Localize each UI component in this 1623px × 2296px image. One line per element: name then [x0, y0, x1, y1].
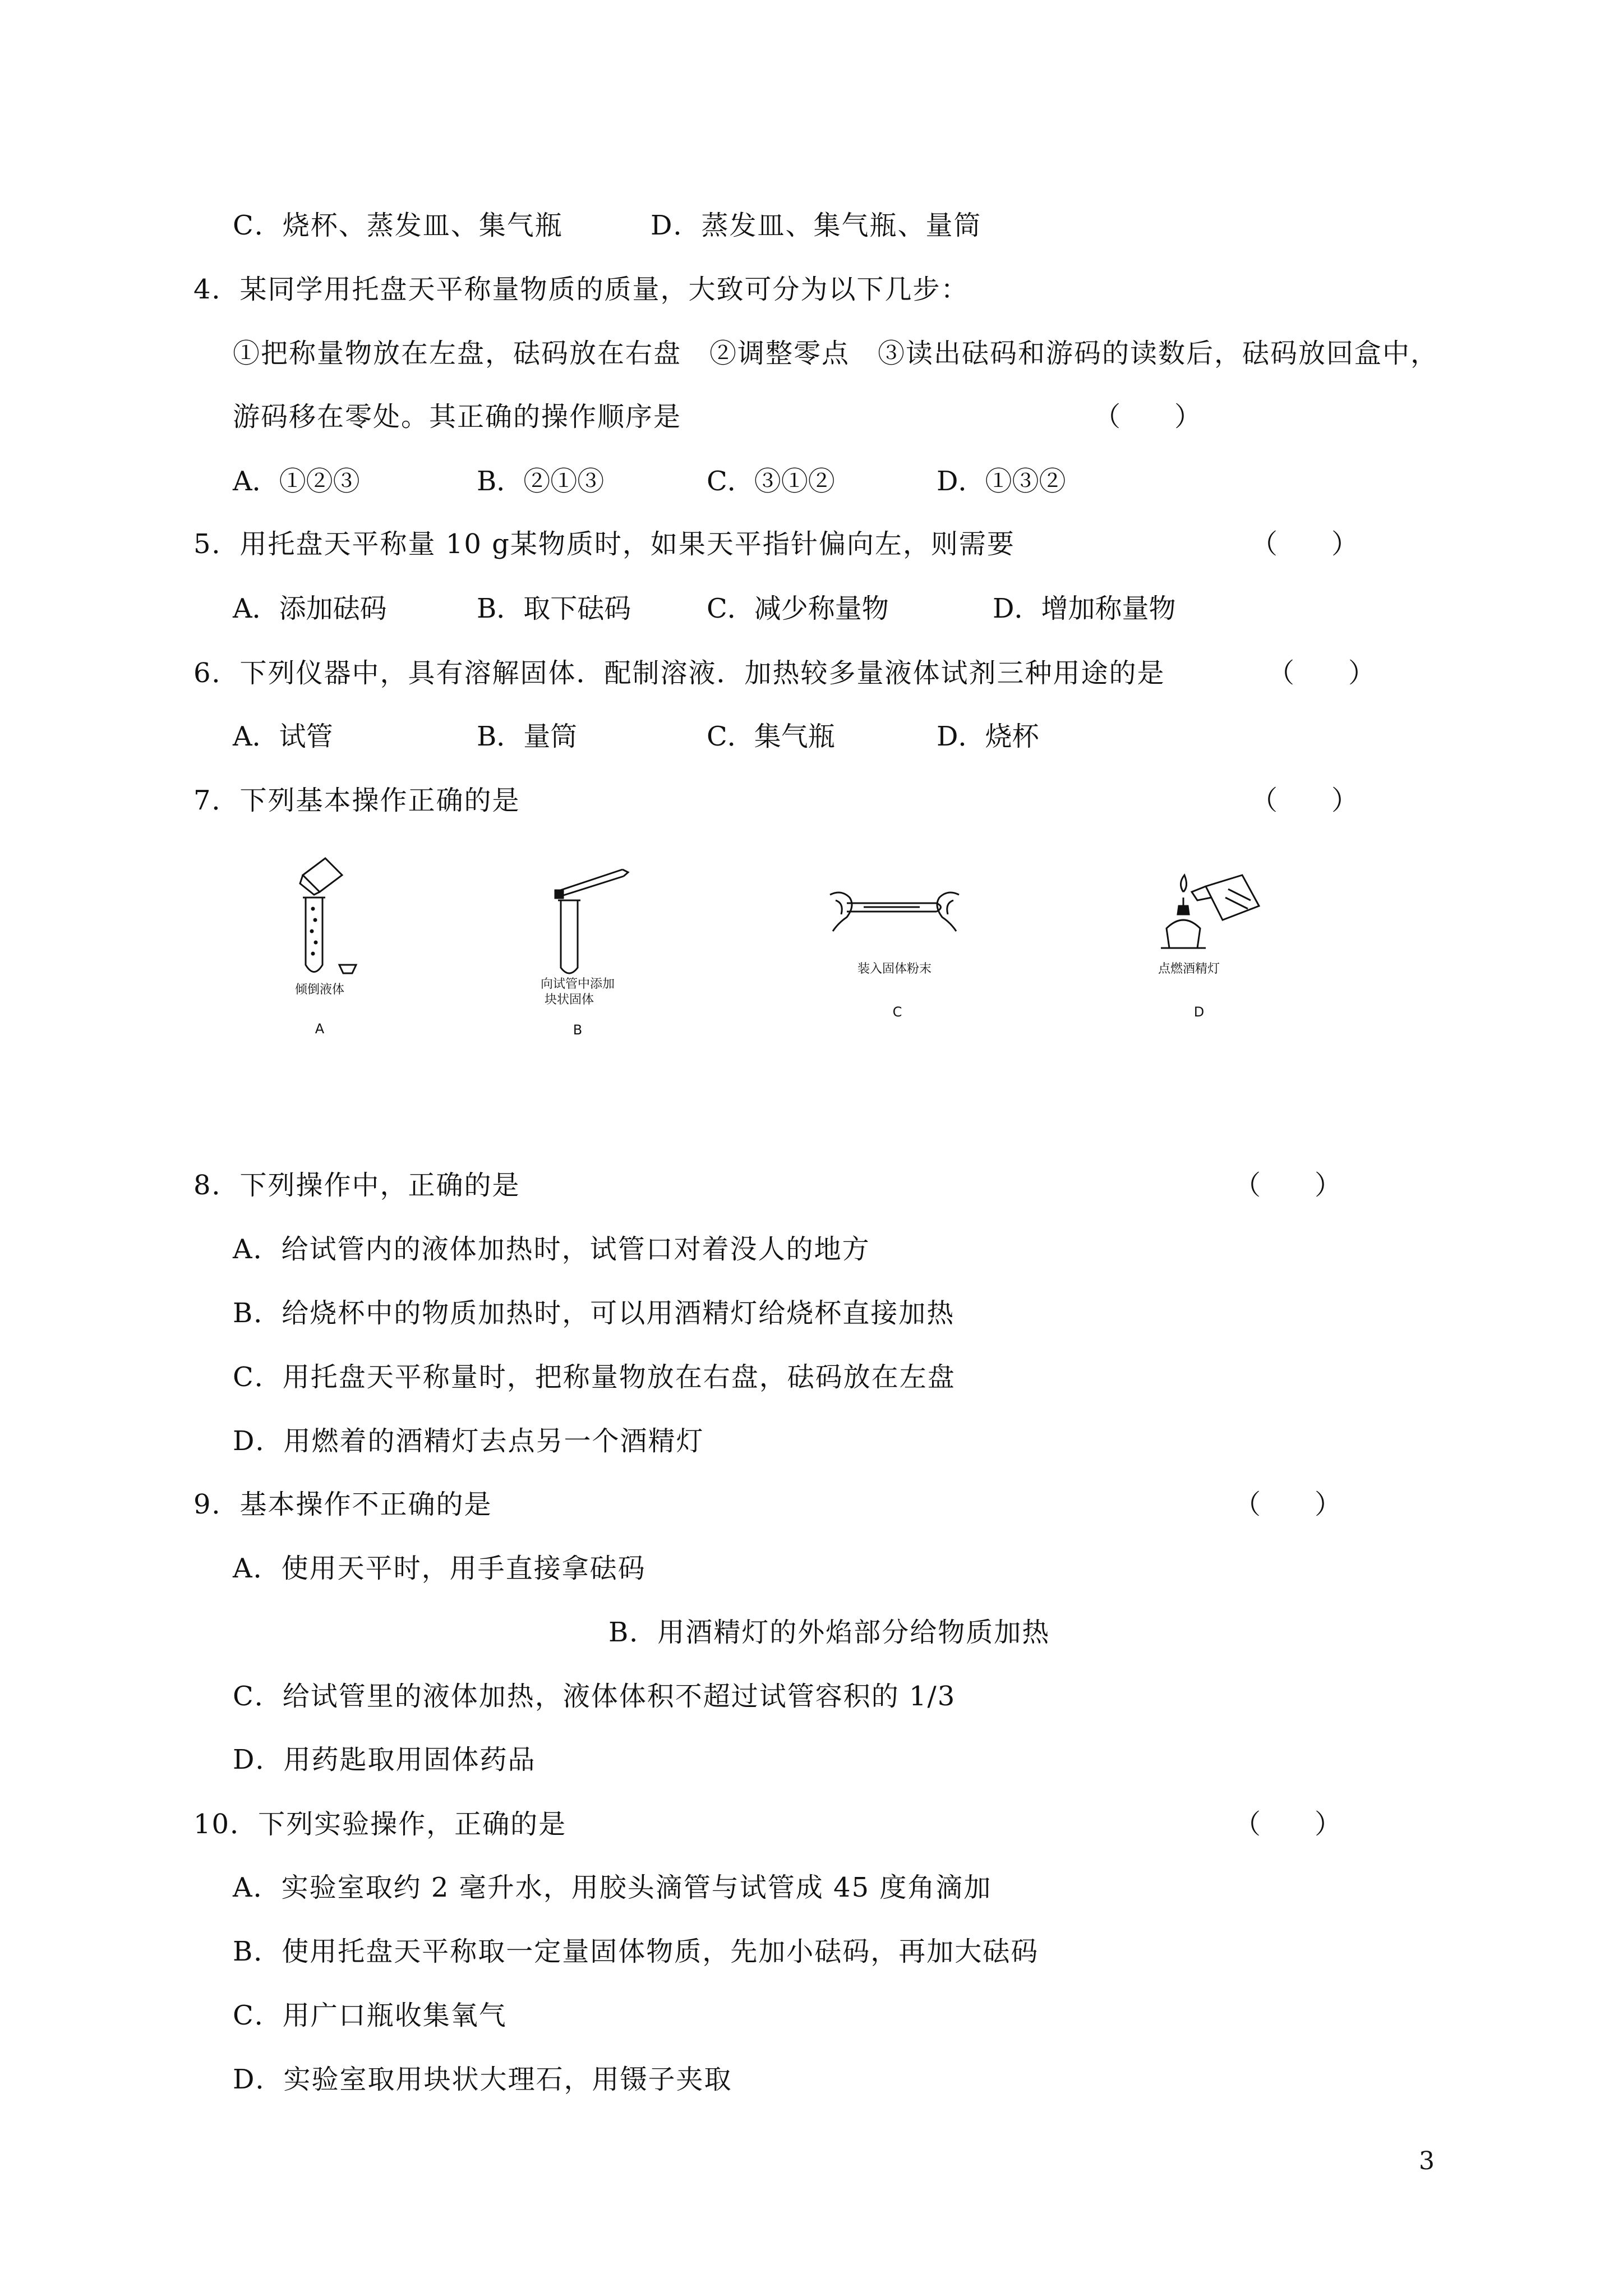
q3-option-c: C．烧杯、蒸发皿、集气瓶 [233, 210, 563, 241]
figure-c-loading-powder [824, 878, 965, 945]
figure-a-caption: 倾倒液体 [294, 983, 344, 997]
q10-option-d: D．实验室取用块状大理石，用镊子夹取 [233, 2064, 732, 2095]
figure-b-letter: B [573, 1022, 583, 1038]
figure-b-caption-line1: 向试管中添加 [540, 977, 615, 991]
q8-option-a: A．给试管内的液体加热时，试管口对着没人的地方 [233, 1234, 870, 1265]
q3-option-d: D．蒸发皿、集气瓶、量筒 [651, 210, 982, 241]
figure-a-pouring-liquid [280, 853, 381, 982]
q5-option-a: A．添加砝码 [233, 593, 387, 624]
q10-option-a: A．实验室取约 2 毫升水，用胶头滴管与试管成 45 度角滴加 [233, 1872, 992, 1903]
q9-answer-paren: （ ） [1234, 1489, 1342, 1520]
figure-c-caption: 装入固体粉末 [857, 962, 932, 976]
q5-answer-paren: （ ） [1251, 528, 1359, 560]
q5-stem: 5．用托盘天平称量 10 g某物质时，如果天平指针偏向左，则需要 [193, 528, 1015, 560]
q8-option-b: B．给烧杯中的物质加热时，可以用酒精灯给烧杯直接加热 [233, 1297, 955, 1329]
page-number: 3 [1419, 2147, 1435, 2175]
q4-option-d: D．①③② [937, 466, 1066, 497]
q4-stem: 4．某同学用托盘天平称量物质的质量，大致可分为以下几步： [193, 274, 969, 305]
q9-stem: 9．基本操作不正确的是 [193, 1489, 492, 1520]
q7-stem: 7．下列基本操作正确的是 [193, 785, 520, 816]
q10-option-b: B．使用托盘天平称取一定量固体物质，先加小砝码，再加大砝码 [233, 1936, 1039, 1967]
q9-option-a: A．使用天平时，用手直接拿砝码 [233, 1553, 646, 1584]
q4-answer-paren: （ ） [1094, 401, 1202, 432]
q8-option-d: D．用燃着的酒精灯去点另一个酒精灯 [233, 1425, 704, 1457]
q5-option-b: B．取下砝码 [477, 593, 631, 624]
q4-steps-line-2: 游码移在零处。其正确的操作顺序是 [233, 401, 682, 432]
q10-stem: 10．下列实验操作，正确的是 [193, 1809, 567, 1840]
figure-d-lighting-lamp [1144, 867, 1273, 962]
q4-option-c: C．③①② [707, 466, 835, 497]
q8-answer-paren: （ ） [1234, 1170, 1342, 1201]
q9-option-b: B．用酒精灯的外焰部分给物质加热 [608, 1617, 1050, 1648]
figure-d-caption: 点燃酒精灯 [1158, 962, 1220, 976]
q4-option-a: A．①②③ [233, 466, 360, 497]
figure-b-caption-line2: 块状固体 [544, 993, 594, 1007]
figure-d-letter: D [1193, 1004, 1205, 1020]
figure-c-letter: C [892, 1004, 902, 1020]
figure-b-adding-solid [544, 861, 639, 979]
q8-stem: 8．下列操作中，正确的是 [193, 1170, 520, 1201]
q6-option-b: B．量筒 [477, 721, 578, 752]
q10-option-c: C．用广口瓶收集氧气 [233, 2000, 507, 2031]
q6-stem: 6．下列仪器中，具有溶解固体．配制溶液．加热较多量液体试剂三种用途的是 [193, 657, 1165, 689]
q6-answer-paren: （ ） [1267, 657, 1376, 689]
q8-option-c: C．用托盘天平称量时，把称量物放在右盘，砝码放在左盘 [233, 1361, 956, 1393]
q4-option-b: B．②①③ [477, 466, 605, 497]
figure-a-letter: A [315, 1021, 325, 1037]
q4-steps-line: ①把称量物放在左盘，砝码放在右盘 ②调整零点 ③读出砝码和游码的读数后，砝码放回盒中， [233, 338, 1439, 369]
q6-option-c: C．集气瓶 [707, 721, 835, 752]
q9-option-c: C．给试管里的液体加热，液体体积不超过试管容积的 1/3 [233, 1681, 956, 1712]
q10-answer-paren: （ ） [1234, 1809, 1342, 1840]
q9-option-d: D．用药匙取用固体药品 [233, 1744, 536, 1775]
q7-answer-paren: （ ） [1251, 785, 1359, 816]
q5-option-c: C．减少称量物 [707, 593, 889, 624]
q5-option-d: D．增加称量物 [993, 593, 1176, 624]
q6-option-d: D．烧杯 [937, 721, 1039, 752]
q6-option-a: A．试管 [233, 721, 333, 752]
